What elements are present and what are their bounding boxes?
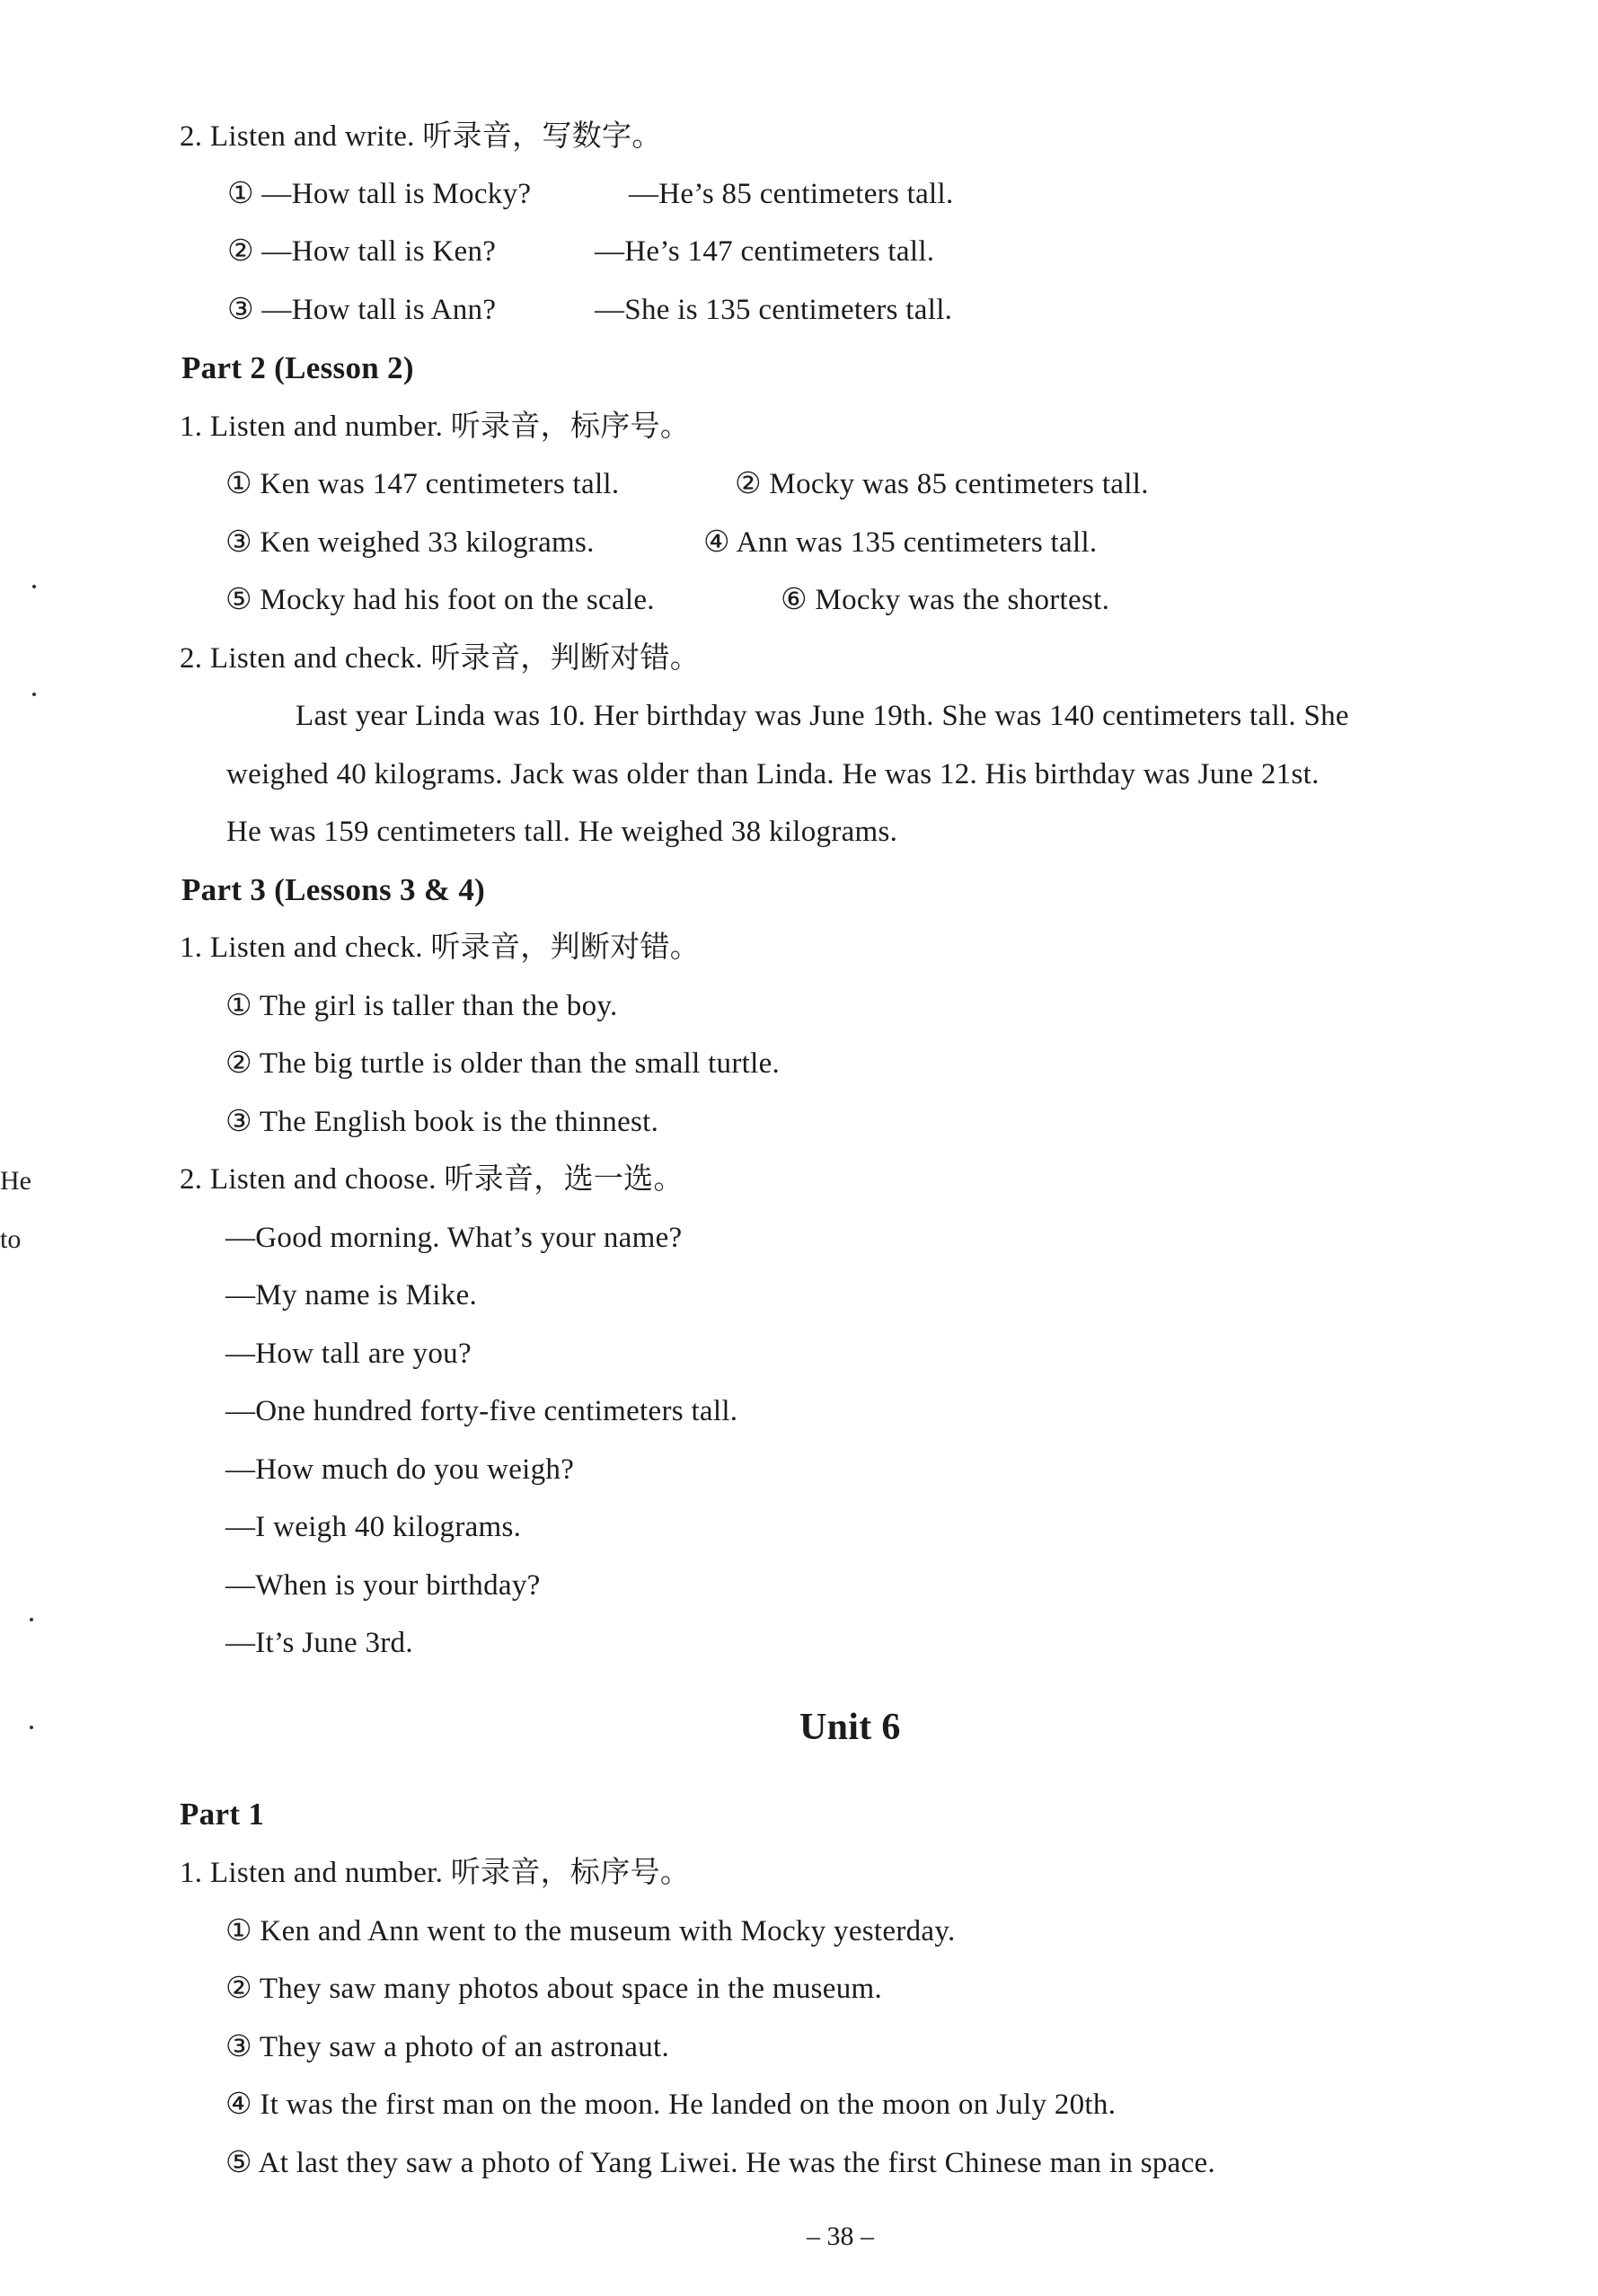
answer-item: ⑤ Mocky had his foot on the scale. (225, 584, 655, 616)
answer-item: ④ It was the first man on the moon. He landed on the moon on July 20th. (225, 2088, 1117, 2121)
dialogue-line: —One hundred forty-five centimeters tall. (225, 1395, 738, 1427)
unit-title: Unit 6 (799, 1707, 901, 1748)
scan-speck (32, 693, 36, 696)
answer-item: ① Ken was 147 centimeters tall. (225, 468, 620, 500)
answer-item: ⑤ At last they saw a photo of Yang Liwei. He was the first Chinese man in space. (225, 2147, 1216, 2179)
paragraph-line: weighed 40 kilograms. Jack was older than Linda. He was 12. His birthday was June 21st. (226, 758, 1320, 790)
dialogue-line: —I weigh 40 kilograms. (225, 1511, 522, 1543)
answer-item: ② The big turtle is older than the small turtle. (225, 1047, 781, 1080)
dialogue-line: —My name is Mike. (225, 1279, 478, 1311)
dialogue-line: —When is your birthday? (225, 1569, 541, 1602)
paragraph-line: Last year Linda was 10. Her birthday was June 19th. She was 140 centimeters tall. She (296, 700, 1349, 732)
dialogue-line: —Good morning. What’s your name? (225, 1222, 683, 1254)
dialogue-line: —How much do you weigh? (225, 1453, 575, 1486)
page-number: – 38 – (807, 2221, 874, 2251)
section-heading: Part 2 (Lesson 2) (181, 350, 414, 385)
dialogue-line: —It’s June 3rd. (225, 1627, 413, 1659)
dialogue-line: —How tall are you? (225, 1338, 472, 1370)
answer-item: ④ Ann was 135 centimeters tall. (703, 526, 1098, 559)
question-title: 2. Listen and choose. 听录音，选一选。 (180, 1163, 684, 1196)
answer-item: ③ —How tall is Ann? (227, 294, 497, 326)
question-title: 1. Listen and number. 听录音，标序号。 (180, 411, 691, 443)
answer-item: ③ The English book is the thinnest. (225, 1106, 659, 1138)
section-heading: Part 3 (Lessons 3 & 4) (181, 872, 486, 907)
answer-item: ② —How tall is Ken? (227, 235, 497, 268)
question-title: 2. Listen and write. 听录音，写数字。 (180, 120, 662, 153)
answer-item: ③ They saw a photo of an astronaut. (225, 2031, 670, 2063)
answer-item: ② Mocky was 85 centimeters tall. (735, 468, 1149, 500)
answer-item: ① The girl is taller than the boy. (225, 990, 618, 1022)
question-title: 1. Listen and number. 听录音，标序号。 (180, 1857, 691, 1889)
scan-speck (32, 585, 36, 588)
answer-item: —He’s 147 centimeters tall. (595, 235, 935, 268)
answer-item: —He’s 85 centimeters tall. (629, 178, 954, 210)
question-title: 1. Listen and check. 听录音，判断对错。 (180, 932, 701, 964)
answer-item: —She is 135 centimeters tall. (595, 294, 953, 326)
scan-speck (30, 1618, 33, 1621)
scan-speck (30, 1726, 33, 1729)
answer-item: ① —How tall is Mocky? (227, 178, 532, 210)
paragraph-line: He was 159 centimeters tall. He weighed 38 kilograms. (226, 816, 898, 848)
answer-item: ② They saw many photos about space in the museum. (225, 1973, 883, 2005)
question-title: 2. Listen and check. 听录音，判断对错。 (180, 642, 701, 675)
margin-fragment: to (0, 1224, 22, 1254)
section-heading: Part 1 (180, 1797, 265, 1832)
margin-fragment: He (0, 1166, 31, 1196)
answer-item: ① Ken and Ann went to the museum with Mocky yesterday. (225, 1915, 956, 1947)
answer-item: ③ Ken weighed 33 kilograms. (225, 526, 595, 559)
answer-item: ⑥ Mocky was the shortest. (781, 584, 1110, 616)
